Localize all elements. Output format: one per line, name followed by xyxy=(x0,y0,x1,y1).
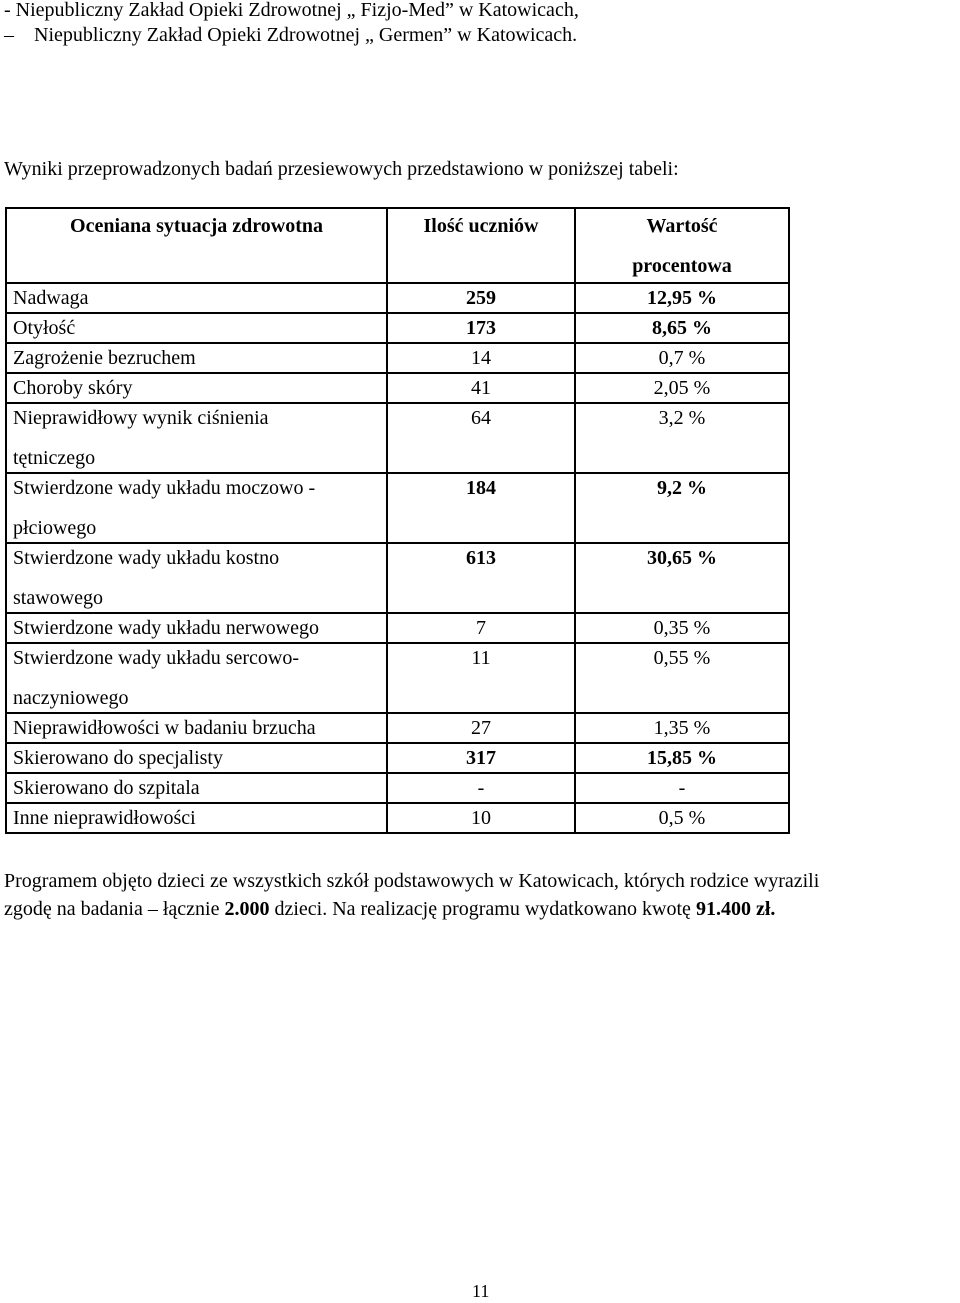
row-count: 317 xyxy=(387,743,575,773)
table-header-row xyxy=(6,208,789,283)
row-percent: 8,65 % xyxy=(575,313,789,343)
row-label-line1: Nieprawidłowy wynik ciśnienia xyxy=(13,407,269,429)
table-row xyxy=(6,803,789,833)
row-count: 184 xyxy=(387,473,575,543)
table-row xyxy=(6,343,789,373)
row-label-line2: stawowego xyxy=(13,587,103,609)
table-row xyxy=(6,773,789,803)
row-label: Zagrożenie bezruchem xyxy=(6,343,387,373)
header-percentage-line1: Wartość xyxy=(646,215,718,237)
row-label-line1: Stwierdzone wady układu moczowo - xyxy=(13,477,316,499)
row-percent: 2,05 % xyxy=(575,373,789,403)
row-label xyxy=(6,473,387,543)
table-row xyxy=(6,283,789,313)
row-percent: - xyxy=(575,773,789,803)
row-label-line2: płciowego xyxy=(13,517,97,539)
table-row xyxy=(6,613,789,643)
row-percent: 0,55 % xyxy=(575,643,789,713)
screening-results-table xyxy=(5,207,790,834)
row-count: 11 xyxy=(387,643,575,713)
row-percent: 3,2 % xyxy=(575,403,789,473)
table-row xyxy=(6,313,789,343)
row-label: Nieprawidłowości w badaniu brzucha xyxy=(6,713,387,743)
row-label xyxy=(6,403,387,473)
table-row xyxy=(6,403,789,473)
summary-text-a: zgodę na badania – łącznie xyxy=(4,898,225,920)
row-label-line1: Stwierdzone wady układu sercowo- xyxy=(13,647,300,669)
row-percent: 0,35 % xyxy=(575,613,789,643)
table-row xyxy=(6,373,789,403)
row-label: Skierowano do szpitala xyxy=(6,773,387,803)
summary-paragraph-line1: Programem objęto dzieci ze wszystkich szkół podstawowych w Katowicach, których rodzice wyrazili xyxy=(4,870,820,892)
row-percent: 30,65 % xyxy=(575,543,789,613)
summary-paragraph-line2 xyxy=(4,897,775,921)
header-student-count: Ilość uczniów xyxy=(387,208,575,283)
row-label-line2: naczyniowego xyxy=(13,687,129,709)
row-count: 64 xyxy=(387,403,575,473)
row-label: Nadwaga xyxy=(6,283,387,313)
row-count: 173 xyxy=(387,313,575,343)
row-label: Choroby skóry xyxy=(6,373,387,403)
table-row xyxy=(6,743,789,773)
table-row xyxy=(6,473,789,543)
row-count: 259 xyxy=(387,283,575,313)
intro-paragraph: Wyniki przeprowadzonych badań przesiewowych przedstawiono w poniższej tabeli: xyxy=(4,158,679,180)
header-health-situation: Oceniana sytuacja zdrowotna xyxy=(6,208,387,283)
row-percent: 0,7 % xyxy=(575,343,789,373)
row-percent: 0,5 % xyxy=(575,803,789,833)
row-percent: 9,2 % xyxy=(575,473,789,543)
row-count: - xyxy=(387,773,575,803)
row-count: 41 xyxy=(387,373,575,403)
list-item-germen-text: Niepubliczny Zakład Opieki Zdrowotnej „ Germen” w Katowicach. xyxy=(34,24,578,46)
row-label xyxy=(6,543,387,613)
row-label xyxy=(6,643,387,713)
summary-text-c: dzieci. Na realizację programu wydatkowano kwotę xyxy=(269,898,696,920)
header-percentage xyxy=(575,208,789,283)
row-label: Stwierdzone wady układu nerwowego xyxy=(6,613,387,643)
row-label: Skierowano do specjalisty xyxy=(6,743,387,773)
row-count: 27 xyxy=(387,713,575,743)
row-count: 10 xyxy=(387,803,575,833)
list-item-fizjo-med: - Niepubliczny Zakład Opieki Zdrowotnej „ Fizjo-Med” w Katowicach, xyxy=(4,0,579,21)
summary-total-children: 2.000 xyxy=(224,898,270,920)
list-item-germen xyxy=(4,23,577,47)
list-dash: – xyxy=(4,24,14,46)
row-label-line1: Stwierdzone wady układu kostno xyxy=(13,547,280,569)
row-label: Otyłość xyxy=(6,313,387,343)
row-count: 14 xyxy=(387,343,575,373)
row-count: 7 xyxy=(387,613,575,643)
table-row xyxy=(6,713,789,743)
table-row xyxy=(6,543,789,613)
page-number: 11 xyxy=(472,1281,490,1301)
row-label: Inne nieprawidłowości xyxy=(6,803,387,833)
summary-total-cost: 91.400 zł. xyxy=(695,898,776,920)
row-label-line2: tętniczego xyxy=(13,447,96,469)
row-percent: 1,35 % xyxy=(575,713,789,743)
header-percentage-line2: procentowa xyxy=(632,255,732,277)
row-percent: 15,85 % xyxy=(575,743,789,773)
row-count: 613 xyxy=(387,543,575,613)
row-percent: 12,95 % xyxy=(575,283,789,313)
table-row xyxy=(6,643,789,713)
